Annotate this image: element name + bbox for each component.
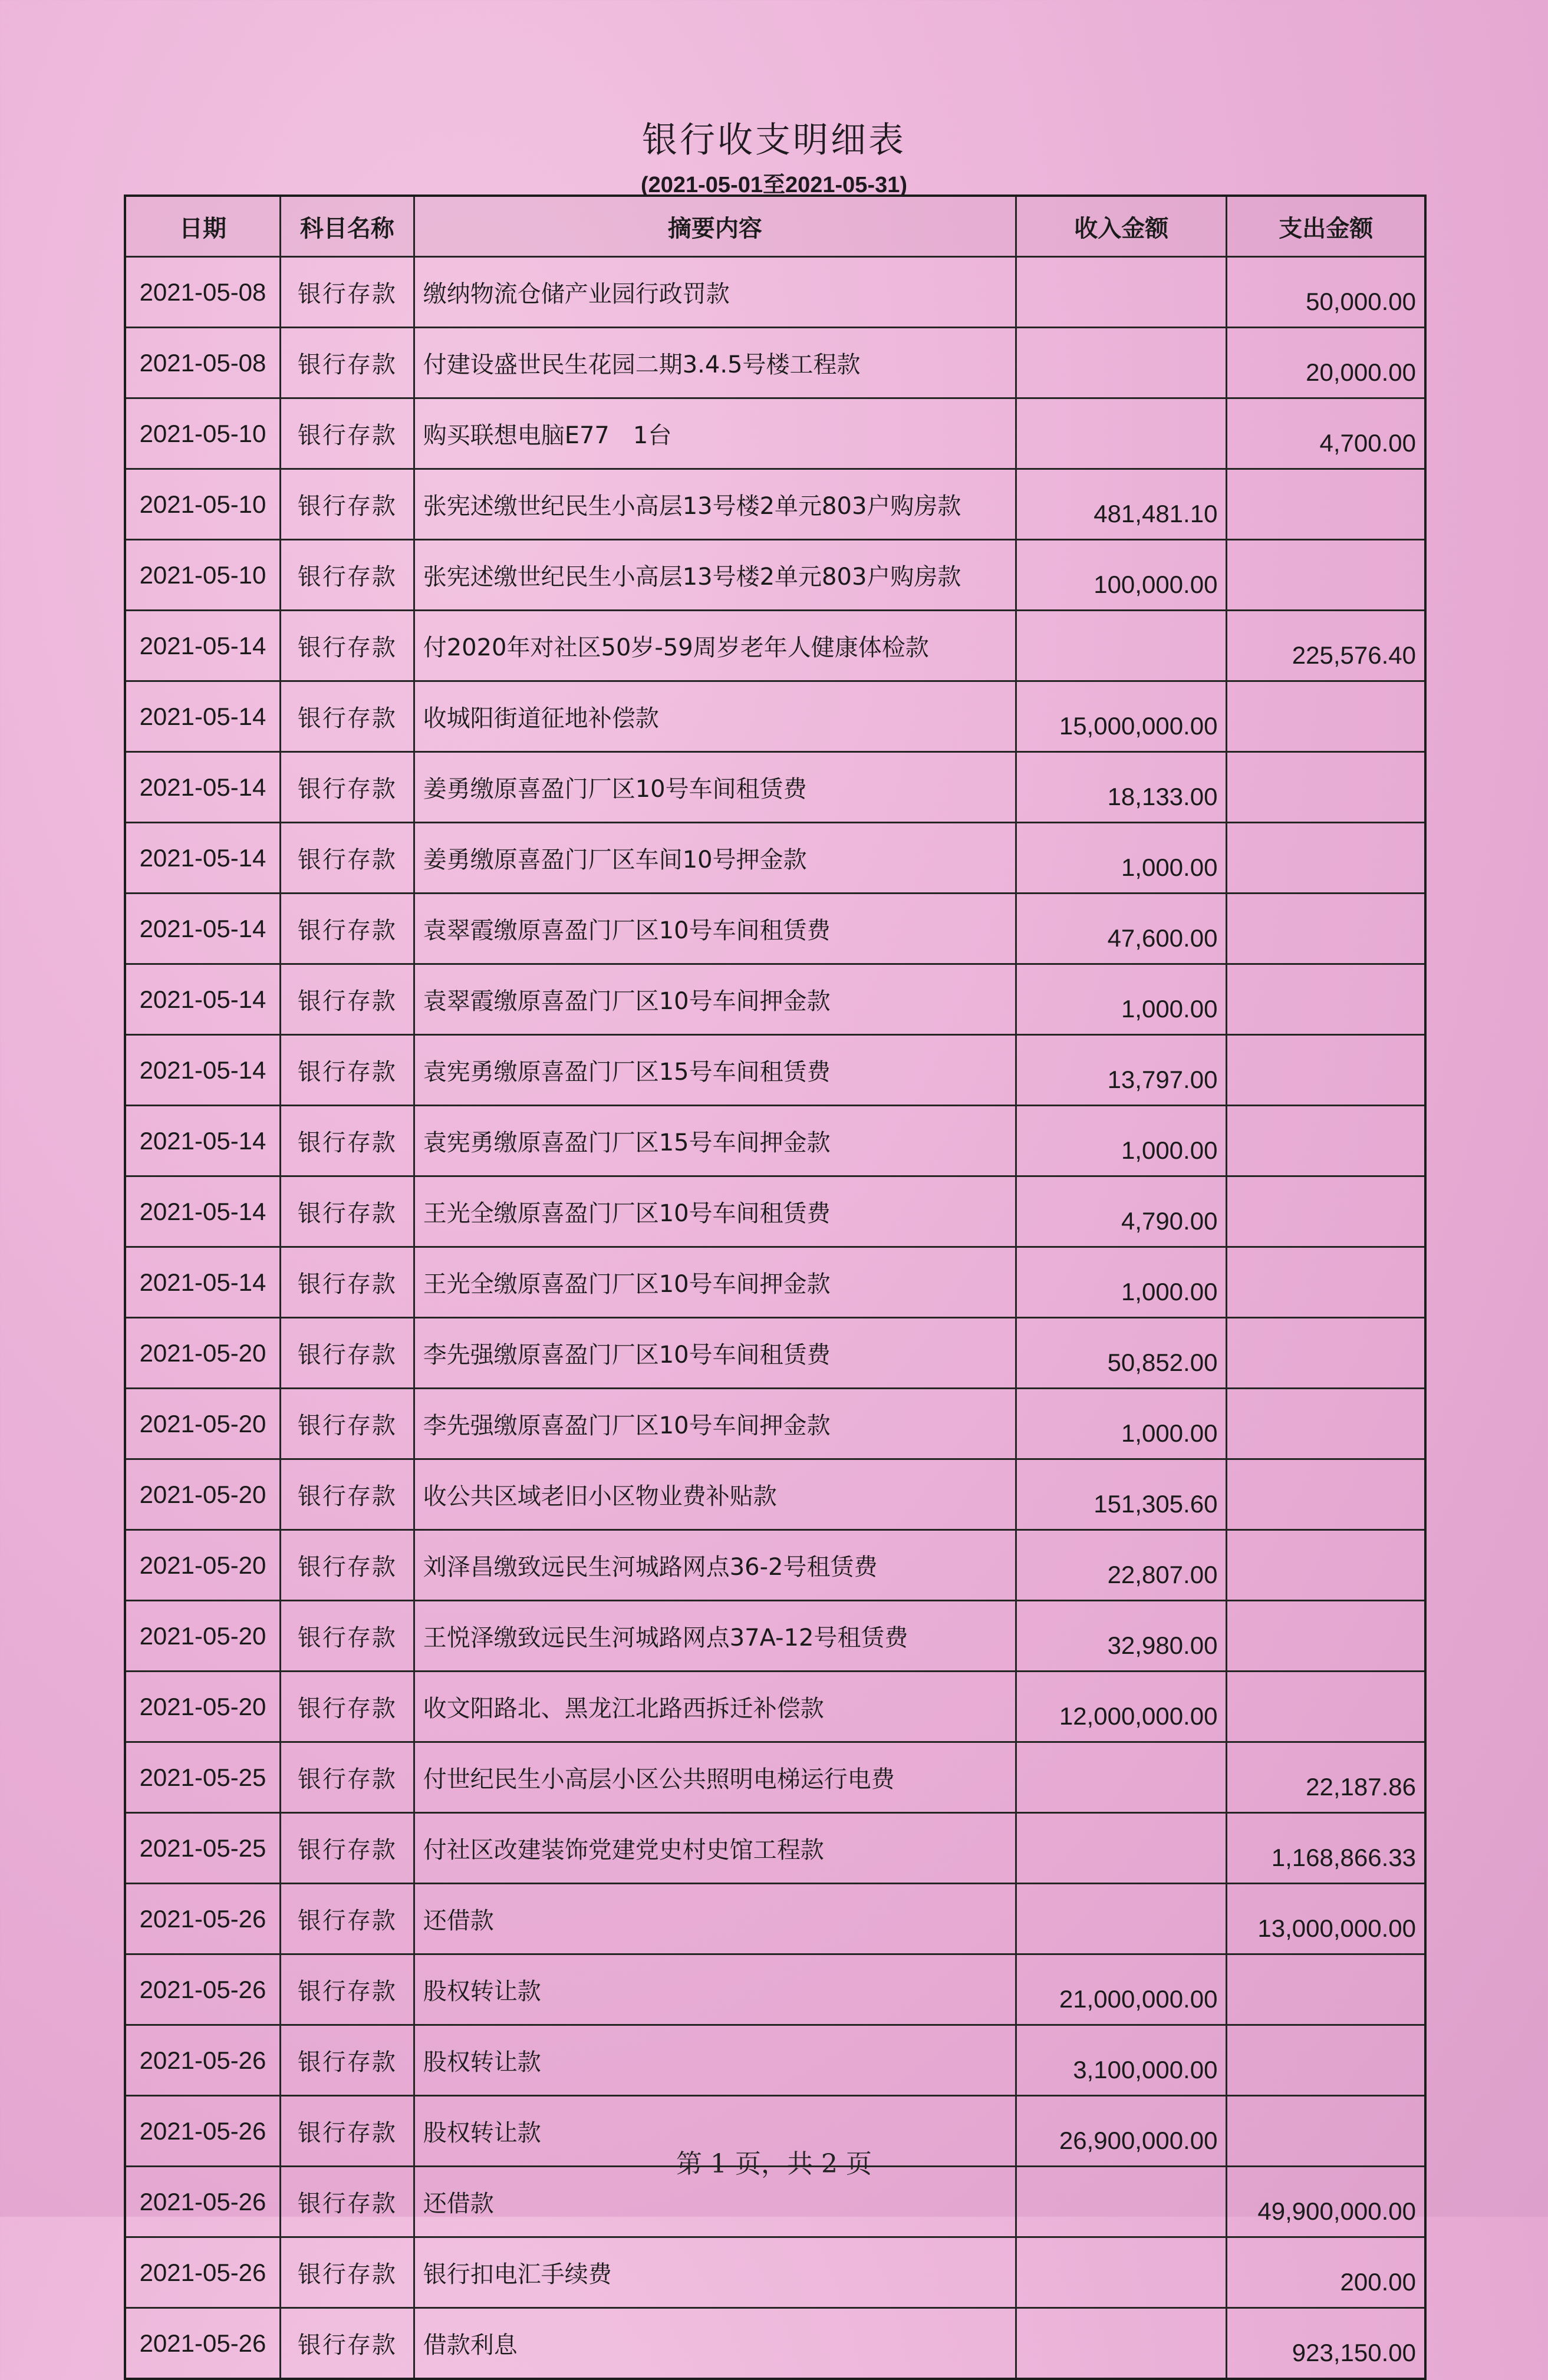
cell-summary: 王光全缴原喜盈门厂区10号车间押金款 [414,1247,1016,1318]
cell-date: 2021-05-20 [125,1389,280,1459]
bank-ledger-table [124,195,1427,2380]
table-row [125,752,1425,823]
cell-subject: 银行存款 [280,328,414,398]
cell-date: 2021-05-08 [125,328,280,398]
cell-expense [1227,1176,1425,1247]
cell-expense: 225,576.40 [1227,611,1425,681]
cell-subject: 银行存款 [280,1601,414,1672]
cell-date: 2021-05-26 [125,2167,280,2237]
table-row [125,1530,1425,1601]
cell-expense [1227,1318,1425,1389]
cell-expense: 923,150.00 [1227,2308,1425,2379]
header-expense: 支出金额 [1227,196,1425,257]
cell-income: 481,481.10 [1016,469,1226,540]
cell-expense [1227,1601,1425,1672]
cell-expense [1227,1672,1425,1742]
cell-date: 2021-05-25 [125,1813,280,1884]
cell-summary: 缴纳物流仓储产业园行政罚款 [414,257,1016,328]
cell-date: 2021-05-14 [125,823,280,894]
table-row [125,1884,1425,1954]
cell-subject: 银行存款 [280,1954,414,2025]
cell-date: 2021-05-26 [125,2308,280,2379]
table-row [125,964,1425,1035]
cell-summary: 刘泽昌缴致远民生河城路网点36-2号租赁费 [414,1530,1016,1601]
cell-income: 47,600.00 [1016,894,1226,964]
cell-date: 2021-05-26 [125,1954,280,2025]
cell-summary: 袁翠霞缴原喜盈门厂区10号车间租赁费 [414,894,1016,964]
table-header-row [125,196,1425,257]
table-row [125,1035,1425,1106]
cell-expense [1227,2025,1425,2096]
cell-expense [1227,540,1425,611]
cell-expense: 1,168,866.33 [1227,1813,1425,1884]
cell-summary: 付社区改建装饰党建党史村史馆工程款 [414,1813,1016,1884]
page-title: 银行收支明细表 [642,120,906,161]
cell-date: 2021-05-14 [125,681,280,752]
cell-date: 2021-05-14 [125,752,280,823]
table-row [125,1813,1425,1884]
cell-subject: 银行存款 [280,2237,414,2308]
cell-summary: 袁翠霞缴原喜盈门厂区10号车间押金款 [414,964,1016,1035]
table-row [125,1106,1425,1176]
cell-subject: 银行存款 [280,2167,414,2237]
cell-expense: 4,700.00 [1227,398,1425,469]
cell-income [1016,1813,1226,1884]
cell-summary: 王悦泽缴致远民生河城路网点37A-12号租赁费 [414,1601,1016,1672]
table-row [125,1742,1425,1813]
cell-date: 2021-05-10 [125,469,280,540]
table-row [125,1176,1425,1247]
cell-summary: 股权转让款 [414,1954,1016,2025]
table-row [125,894,1425,964]
cell-expense: 200.00 [1227,2237,1425,2308]
cell-income [1016,2308,1226,2379]
cell-subject: 银行存款 [280,823,414,894]
table-row [125,398,1425,469]
table-row [125,681,1425,752]
cell-date: 2021-05-14 [125,964,280,1035]
cell-summary: 付2020年对社区50岁-59周岁老年人健康体检款 [414,611,1016,681]
cell-summary: 还借款 [414,1884,1016,1954]
cell-subject: 银行存款 [280,611,414,681]
cell-income: 1,000.00 [1016,1389,1226,1459]
cell-subject: 银行存款 [280,1035,414,1106]
cell-date: 2021-05-20 [125,1530,280,1601]
cell-expense: 50,000.00 [1227,257,1425,328]
table-row [125,1601,1425,1672]
cell-expense [1227,1035,1425,1106]
cell-subject: 银行存款 [280,540,414,611]
cell-date: 2021-05-26 [125,2237,280,2308]
cell-summary: 王光全缴原喜盈门厂区10号车间租赁费 [414,1176,1016,1247]
cell-expense [1227,823,1425,894]
cell-subject: 银行存款 [280,2308,414,2379]
cell-income [1016,1742,1226,1813]
cell-date: 2021-05-14 [125,1247,280,1318]
cell-income: 18,133.00 [1016,752,1226,823]
cell-summary: 收文阳路北、黑龙江北路西拆迁补偿款 [414,1672,1016,1742]
cell-summary: 付世纪民生小高层小区公共照明电梯运行电费 [414,1742,1016,1813]
cell-expense [1227,1459,1425,1530]
cell-income [1016,2237,1226,2308]
cell-date: 2021-05-20 [125,1459,280,1530]
header-date: 日期 [125,196,280,257]
cell-date: 2021-05-14 [125,611,280,681]
cell-expense [1227,752,1425,823]
cell-subject: 银行存款 [280,894,414,964]
cell-subject: 银行存款 [280,469,414,540]
cell-income: 13,797.00 [1016,1035,1226,1106]
cell-date: 2021-05-26 [125,1884,280,1954]
cell-summary: 袁宪勇缴原喜盈门厂区15号车间押金款 [414,1106,1016,1176]
cell-subject: 银行存款 [280,681,414,752]
cell-expense: 13,000,000.00 [1227,1884,1425,1954]
cell-subject: 银行存款 [280,1176,414,1247]
table-row [125,1389,1425,1459]
cell-summary: 收公共区域老旧小区物业费补贴款 [414,1459,1016,1530]
cell-date: 2021-05-14 [125,894,280,964]
cell-date: 2021-05-20 [125,1601,280,1672]
cell-date: 2021-05-20 [125,1672,280,1742]
table-row [125,469,1425,540]
table-row [125,2308,1425,2379]
table-row [125,540,1425,611]
cell-subject: 银行存款 [280,1813,414,1884]
cell-date: 2021-05-26 [125,2025,280,2096]
cell-summary: 还借款 [414,2167,1016,2237]
cell-summary: 股权转让款 [414,2025,1016,2096]
cell-income [1016,398,1226,469]
cell-date: 2021-05-10 [125,540,280,611]
cell-date: 2021-05-10 [125,398,280,469]
table-row [125,1954,1425,2025]
cell-income: 12,000,000.00 [1016,1672,1226,1742]
cell-expense [1227,1247,1425,1318]
cell-expense [1227,964,1425,1035]
cell-subject: 银行存款 [280,1318,414,1389]
cell-expense: 22,187.86 [1227,1742,1425,1813]
cell-subject: 银行存款 [280,1672,414,1742]
cell-subject: 银行存款 [280,1106,414,1176]
cell-expense [1227,1954,1425,2025]
cell-income: 50,852.00 [1016,1318,1226,1389]
cell-date: 2021-05-14 [125,1176,280,1247]
cell-summary: 张宪述缴世纪民生小高层13号楼2单元803户购房款 [414,469,1016,540]
cell-expense: 20,000.00 [1227,328,1425,398]
table-row [125,611,1425,681]
cell-subject: 银行存款 [280,1389,414,1459]
cell-expense [1227,469,1425,540]
table-row [125,257,1425,328]
page-number: 第 1 页，共 2 页 [676,2149,872,2179]
cell-date: 2021-05-08 [125,257,280,328]
cell-income: 26,900,000.00 [1016,2096,1226,2167]
cell-income [1016,328,1226,398]
cell-income: 1,000.00 [1016,1247,1226,1318]
header-summary: 摘要内容 [414,196,1016,257]
cell-expense [1227,681,1425,752]
header-subject: 科目名称 [280,196,414,257]
table-row [125,1459,1425,1530]
table-body [125,257,1425,2379]
table-row [125,823,1425,894]
cell-date: 2021-05-20 [125,1318,280,1389]
cell-income: 3,100,000.00 [1016,2025,1226,2096]
cell-income: 1,000.00 [1016,823,1226,894]
table-row [125,328,1425,398]
cell-summary: 银行扣电汇手续费 [414,2237,1016,2308]
cell-income: 1,000.00 [1016,964,1226,1035]
cell-subject: 银行存款 [280,1459,414,1530]
cell-income: 100,000.00 [1016,540,1226,611]
cell-expense: 49,900,000.00 [1227,2167,1425,2237]
cell-expense [1227,1389,1425,1459]
cell-subject: 银行存款 [280,964,414,1035]
cell-date: 2021-05-14 [125,1106,280,1176]
cell-expense [1227,1106,1425,1176]
cell-date: 2021-05-25 [125,1742,280,1813]
cell-income: 22,807.00 [1016,1530,1226,1601]
cell-summary: 姜勇缴原喜盈门厂区10号车间租赁费 [414,752,1016,823]
cell-subject: 银行存款 [280,1530,414,1601]
cell-expense [1227,894,1425,964]
cell-subject: 银行存款 [280,752,414,823]
cell-summary: 付建设盛世民生花园二期3.4.5号楼工程款 [414,328,1016,398]
cell-summary: 借款利息 [414,2308,1016,2379]
cell-income: 15,000,000.00 [1016,681,1226,752]
table-row [125,2237,1425,2308]
cell-subject: 银行存款 [280,257,414,328]
cell-summary: 姜勇缴原喜盈门厂区车间10号押金款 [414,823,1016,894]
table-row [125,1247,1425,1318]
cell-income: 4,790.00 [1016,1176,1226,1247]
cell-summary: 购买联想电脑E77 1台 [414,398,1016,469]
report-period: (2021-05-01至2021-05-31) [640,173,908,197]
cell-summary: 李先强缴原喜盈门厂区10号车间租赁费 [414,1318,1016,1389]
cell-income: 32,980.00 [1016,1601,1226,1672]
table-row [125,1318,1425,1389]
cell-subject: 银行存款 [280,398,414,469]
cell-subject: 银行存款 [280,2025,414,2096]
cell-summary: 袁宪勇缴原喜盈门厂区15号车间租赁费 [414,1035,1016,1106]
cell-subject: 银行存款 [280,1884,414,1954]
cell-income: 21,000,000.00 [1016,1954,1226,2025]
cell-income [1016,1884,1226,1954]
cell-income: 1,000.00 [1016,1106,1226,1176]
table-row [125,2025,1425,2096]
cell-date: 2021-05-26 [125,2096,280,2167]
header-income: 收入金额 [1016,196,1226,257]
cell-expense [1227,1530,1425,1601]
cell-summary: 李先强缴原喜盈门厂区10号车间押金款 [414,1389,1016,1459]
cell-subject: 银行存款 [280,2096,414,2167]
cell-subject: 银行存款 [280,1247,414,1318]
cell-income [1016,611,1226,681]
cell-summary: 股权转让款 [414,2096,1016,2167]
cell-date: 2021-05-14 [125,1035,280,1106]
cell-subject: 银行存款 [280,1742,414,1813]
cell-summary: 收城阳街道征地补偿款 [414,681,1016,752]
cell-summary: 张宪述缴世纪民生小高层13号楼2单元803户购房款 [414,540,1016,611]
table-row [125,1672,1425,1742]
cell-income [1016,257,1226,328]
cell-income: 151,305.60 [1016,1459,1226,1530]
